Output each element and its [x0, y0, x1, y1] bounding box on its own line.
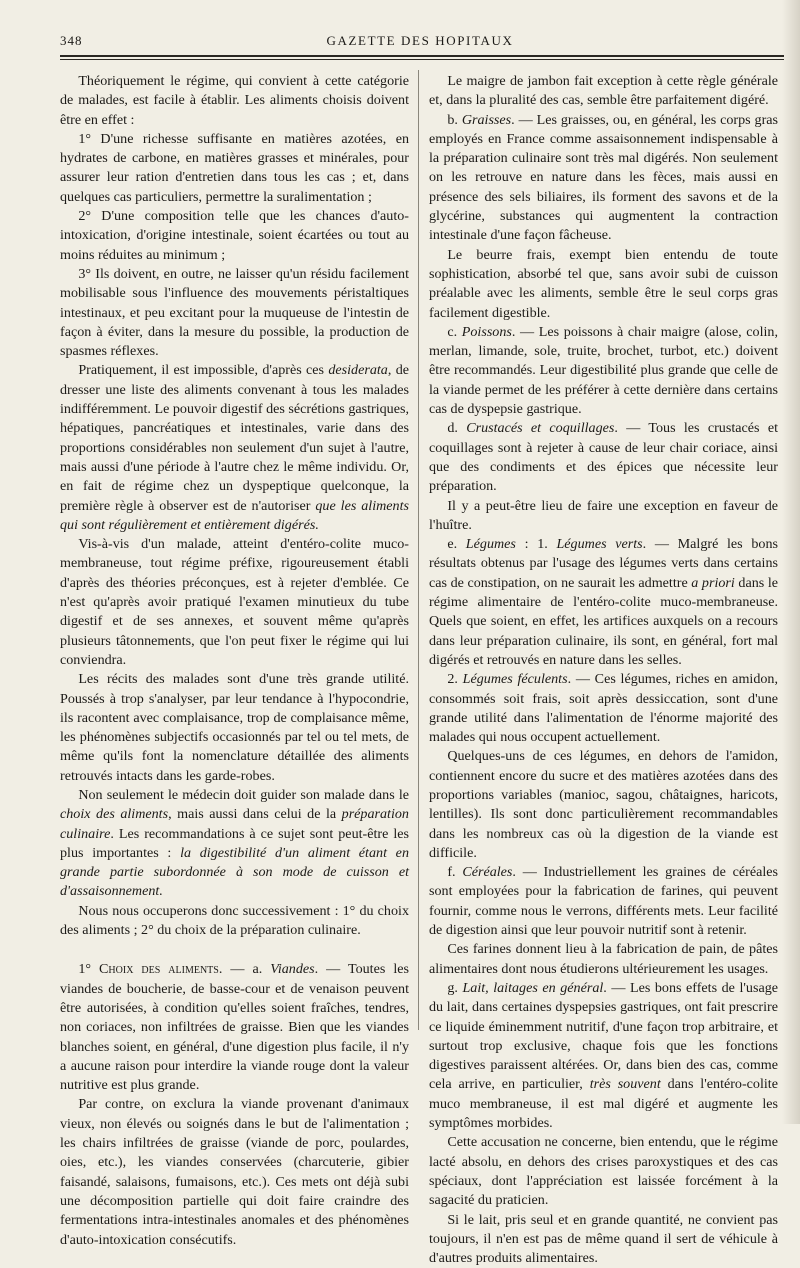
paragraph: Non seulement le médecin doit guider son malade dans le choix des aliments, mais aussi dans celui de la préparation culinaire. Les recommandations à ce sujet sont peut-être les plus importantes : la digestibilité d'un aliment étant en grande partie subordonnée à son mode de cuisson et d'assaisonnement. [60, 786, 409, 900]
paragraph: Par contre, on exclura la viande provenant d'animaux vieux, non élevés ou soignés dans le but de l'alimentation ; les chairs infiltrées de graisse (viande de porc, poulardes, oies, etc.), les viandes conservées (charcuterie, gibier faisandé, salaisons, fumaisons, etc.). Ces mets ont déjà subi une décomposition partielle qui doit faire craindre des fermentations intra-intestinales anomales et des phénomènes d'auto-intoxication consécutifs. [60, 1096, 409, 1248]
running-title: GAZETTE DES HOPITAUX [326, 33, 514, 48]
left-column [60, 72, 409, 1250]
paragraph: 2. Légumes féculents. — Ces légumes, riches en amidon, consommés soit frais, soit après dessiccation, sont d'une grande utilité dans l'alimentation de l'énorme majorité des malades qui nous occupent actuellement. [429, 671, 778, 746]
paragraph: c. Poissons. — Les poissons à chair maigre (alose, colin, merlan, limande, sole, truite, brochet, turbot, etc.) doivent être recommandés. Leur digestibilité plus grande que celle de la viande permet de les préférer à cette dernière dans certains cas de dyspepsie gastrique. [429, 323, 778, 418]
paragraph: Pratiquement, il est impossible, d'après ces desiderata, de dresser une liste des aliments convenant à tous les malades indifféremment. Le pouvoir digestif des sécrétions gastriques, hépatiques, pancréatiques et intestinales, varie dans des proportions considérables non seulement d'un sujet à l'autre, mais aussi d'une période à l'autre chez le même individu. Or, en fait de régime chez un dyspeptique quelconque, la première règle à observer est de n'autoriser que les aliments qui sont régulièrement et entièrement digérés. [60, 362, 409, 533]
paragraph: g. Lait, laitages en général. — Les bons effets de l'usage du lait, dans certaines dyspepsies gastriques, ont fait prescrire ce liquide éminemment nutritif, d'une façon trop arbitraire, et surtout trop exclusive, chaque fois que les fonctions digestives paraissent altérées. Or, dans bien des cas, comme cela arrive, en particulier, très souvent dans l'entéro-colite muco membraneuse, il est mal digéré et augmente les symptômes morbides. [429, 979, 778, 1132]
paragraph: b. Graisses. — Les graisses, ou, en général, les corps gras employés en France comme assaisonnement indispensable à la préparation culinaire sont très mal digérés. Non seulement on les retrouve en nature dans les fèces, mais aussi en présence des sels biliaires, ils forment des savons et de la glycérine, substances qui augmentent la contraction intestinale d'une façon fâcheuse. [429, 111, 778, 244]
page-header [60, 33, 780, 53]
paragraph: f. Céréales. — Industriellement les graines de céréales sont employées pour la fabrication de farines, qui peuvent fournir, comme nous le verrons, différents mets. Leur facilité de digestion ainsi que leur pouvoir nutritif sont à retenir. [429, 864, 778, 939]
paragraph: e. Légumes : 1. Légumes verts. — Malgré les bons résultats obtenus par l'usage des légumes verts dans certains cas de constipation, on ne saurait les admettre a priori dans le régime alimentaire de l'entéro-colite muco-membraneuse. Quels que soient, en effet, les artifices auxquels on a recours dans leur préparation culinaire, ils sont, en général, fort mal digérés et retrouvés en nature dans les selles. [429, 536, 778, 668]
paragraph: Le maigre de jambon fait exception à cette règle générale et, dans la pluralité des cas, semble être parfaitement digéré. [429, 73, 778, 109]
header-rule-thick [60, 55, 784, 57]
header-rule-thin [60, 59, 784, 60]
paragraph: Si le lait, pris seul et en grande quantité, ne convient pas toujours, il n'en est pas de même quand il sert de véhicule à d'autres produits alimentaires. [429, 1211, 778, 1267]
paragraph: Cette accusation ne concerne, bien entendu, que le régime lacté absolu, en dehors des crises paroxystiques et des cas spéciaux, dont l'appréciation est laissée forcément à la sagacité du praticien. [429, 1134, 778, 1209]
page-edge-shadow [782, 0, 800, 1124]
paragraph: Vis-à-vis d'un malade, atteint d'entéro-colite muco-membraneuse, tout régime préfixe, rigoureusement établi d'après des théories préconçues, est à rejeter d'emblée. Ce n'est qu'après avoir pratiqué l'examen minutieux du tube digestif et de ses annexes, et souvent même qu'après plusieurs tâtonnements, que l'on peut fixer le régime qui lui conviendra. [60, 536, 409, 668]
paragraph: Quelques-uns de ces légumes, en dehors de l'amidon, contiennent encore du sucre et des matières azotées dans des proportions variables (manioc, sagou, châtaignes, haricots, lentilles). Ils sont donc particulièrement recommandables dans les nombreux cas où la digestion de la viande est difficile. [429, 748, 778, 861]
paragraph: 1° D'une richesse suffisante en matières azotées, en hydrates de carbone, en matières grasses et minérales, pour assurer leur ration d'entretien dans tous les cas ; et, dans quelques cas particuliers, permettre la suralimentation ; [60, 130, 409, 205]
paragraph: Ces farines donnent lieu à la fabrication de pain, de pâtes alimentaires dont nous étudierons ultérieurement les usages. [429, 941, 778, 977]
paragraph: 2° D'une composition telle que les chances d'auto-intoxication, d'origine intestinale, soient écartées ou tout au moins réduites au minimum ; [60, 208, 409, 263]
paragraph: Les récits des malades sont d'une très grande utilité. Poussés à trop s'analyser, par leur tendance à l'hypocondrie, ils racontent avec complaisance, trop de complaisance même, les phénomènes subjectifs occasionnés par tel ou tel mets, de même qu'ils font la nomenclature détaillée des aliments retrouvés intacts dans les garde-robes. [60, 671, 409, 784]
right-column [429, 72, 778, 1268]
paragraph: Théoriquement le régime, qui convient à cette catégorie de malades, est facile à établir. Les aliments choisis doivent être en effet : [60, 73, 409, 128]
paragraph: d. Crustacés et coquillages. — Tous les crustacés et coquillages sont à rejeter à cause de leur chair coriace, ainsi que des condiments et des épices que nécessite leur préparation. [429, 420, 778, 495]
page-number: 348 [60, 33, 83, 48]
paragraph: Nous nous occuperons donc successivement : 1° du choix des aliments ; 2° du choix de la préparation culinaire. [60, 902, 409, 939]
section-heading-paragraph: 1° Choix des aliments. — a. Viandes. — Toutes les viandes de boucherie, de basse-cour et de venaison peuvent être autorisées, à condition qu'elles soient fraîches, tendres, non coriaces, non infiltrées de graisse. Bien que les viandes blanches soient, en général, d'une digestion plus facile, il n'y a aucune raison pour interdire la viande rouge dont la valeur nutritive est plus grande. [60, 961, 409, 1094]
paragraph: Il y a peut-être lieu de faire une exception en faveur de l'huître. [429, 497, 778, 533]
column-divider [418, 70, 419, 1030]
paragraph: Le beurre frais, exempt bien entendu de toute sophistication, absorbé tel que, sans avoir subi de cuisson préalable avec les aliments, semble être le seul corps gras facilement digestible. [429, 246, 778, 321]
paragraph: 3° Ils doivent, en outre, ne laisser qu'un résidu facilement mobilisable sous l'influence des mouvements péristaltiques intestinaux, et peu excitant pour la muqueuse de l'intestin de façon à éviter, dans la mesure du possible, la production de spasmes réflexes. [60, 265, 409, 360]
